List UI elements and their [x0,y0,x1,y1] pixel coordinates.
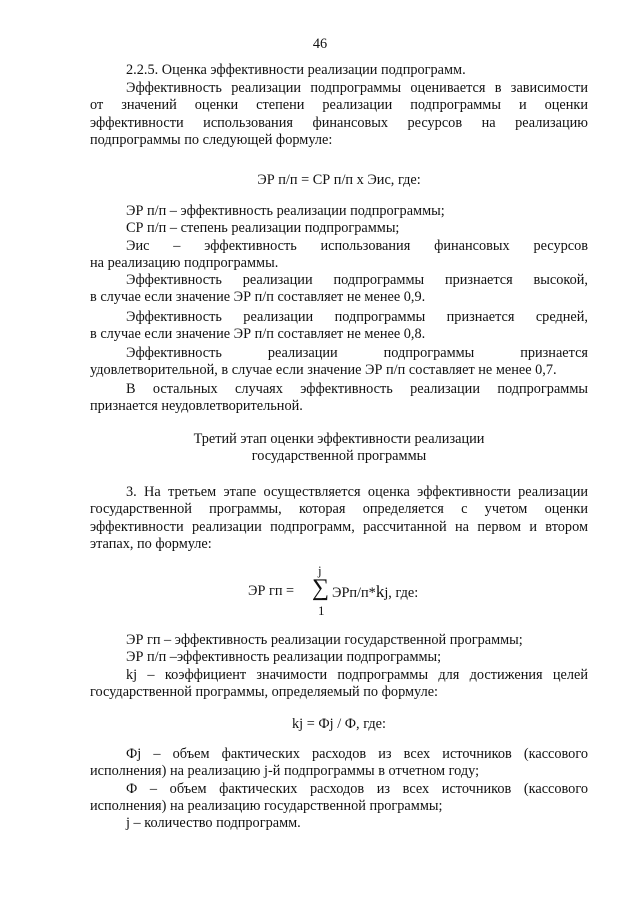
definition-line: Фj – объем фактических расходов из всех источников (кассового [126,746,588,762]
definition-line: ЭР п/п –эффективность реализации подпрограммы; [126,649,442,666]
formula-kj: kj = Фj / Ф, где: [292,716,386,732]
definition-line: Эис – эффективность использования финансовых ресурсов [126,237,588,254]
definition-line: kj – коэффициент значимости подпрограммы для достижения целей [126,666,588,683]
text-line: в случае если значение ЭР п/п составляет не менее 0,9. [90,289,426,306]
formula-term: ЭРп/п* [332,585,376,601]
title-line: Третий этап оценки эффективности реализации [193,431,485,447]
text-line: 3. На третьем этапе осуществляется оценка эффективности реализации [126,484,588,500]
text-line: в случае если значение ЭР п/п составляет не менее 0,8. [90,326,426,343]
formula-er-gp [0,562,640,622]
paragraph-intro [90,80,588,149]
definitions-1 [90,203,588,272]
formula-j: j [384,585,389,601]
stage3-title [90,431,588,466]
text-line: подпрограммы по следующей формуле: [90,131,333,148]
title-line: государственной программы [251,448,427,465]
sum-lower-limit: 1 [318,603,325,618]
formula-tail: , где: [388,585,419,601]
definition-line: государственной программы, определяемый по формуле: [90,683,439,700]
text-line: Эффективность реализации подпрограммы признается высокой, [126,272,588,288]
sigma-symbol: ∑ [312,575,330,601]
formula-k: k [375,582,385,601]
definition-line: j – количество подпрограмм. [126,815,301,832]
definition-line: СР п/п – степень реализации подпрограммы; [126,220,400,237]
page-number: 46 [312,36,328,52]
paragraph-satisfactory [90,345,588,380]
text-line: Эффективность реализации подпрограммы признается средней, [126,309,588,325]
section-heading: 2.2.5. Оценка эффективности реализации подпрограмм. [126,62,466,78]
text-line: эффективности использования финансовых ресурсов на реализацию [90,114,588,131]
definition-line: на реализацию подпрограммы. [90,254,279,271]
definition-line: исполнения) на реализацию государственной программы; [90,797,443,814]
definition-line: исполнения) на реализацию j-й подпрограммы в отчетном году; [90,763,480,780]
text-line: Эффективность реализации подпрограммы оценивается в зависимости [126,80,588,96]
text-line: удовлетворительной, в случае если значение ЭР п/п составляет не менее 0,7. [90,362,557,379]
paragraph-unsatisfactory [90,381,588,416]
paragraph-high [90,272,588,307]
definition-line: Ф – объем фактических расходов из всех источников (кассового [126,780,588,797]
definitions-3 [90,746,588,832]
paragraph-medium [90,309,588,344]
text-line: признается неудовлетворительной. [90,398,303,415]
formula-right-side [332,583,418,602]
text-line: этапах, по формуле: [90,535,212,552]
text-line: эффективности реализации подпрограмм, рассчитанной на первом и втором [90,518,588,535]
text-line: от значений оценки степени реализации подпрограммы и оценки [90,97,588,114]
sum-upper-limit: j [318,563,322,578]
definitions-2 [90,632,588,701]
formula-er-pp: ЭР п/п = СР п/п х Эис, где: [257,172,421,188]
formula-left-side: ЭР гп = [248,583,295,599]
definition-line: ЭР гп – эффективность реализации государственной программы; [126,632,523,648]
text-line: В остальных случаях эффективность реализации подпрограммы [126,381,588,397]
text-line: государственной программы, которая определяется с учетом оценки [90,501,588,518]
text-line: Эффективность реализации подпрограммы признается [126,345,588,361]
paragraph-stage3 [90,484,588,553]
definition-line: ЭР п/п – эффективность реализации подпрограммы; [126,203,445,219]
